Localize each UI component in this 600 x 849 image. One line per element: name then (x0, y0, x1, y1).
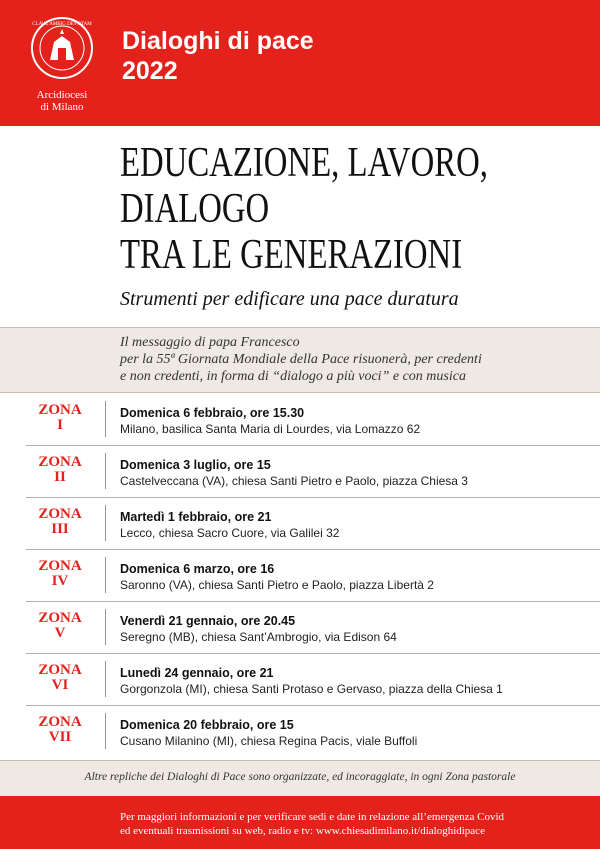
main-title (120, 140, 487, 278)
zone-number: VII (48, 729, 72, 745)
zone-place: Lecco, chiesa Sacro Cuore, via Galilei 32 (120, 526, 340, 540)
zone-row (0, 393, 600, 445)
zone-date: Venerdì 21 gennaio, ore 20.45 (120, 614, 296, 628)
subtitle: Strumenti per edificare una pace duratura (120, 288, 459, 310)
seal-icon (30, 16, 94, 80)
zone-word: ZONA (38, 558, 82, 574)
footer-info (120, 810, 590, 838)
zone-place: Seregno (MB), chiesa Sant’Ambrogio, via Edison 64 (120, 630, 397, 644)
zone-divider (105, 661, 106, 697)
zone-word: ZONA (38, 662, 82, 678)
zone-divider (105, 505, 106, 541)
main-title-line3: TRA LE GENERAZIONI (120, 232, 463, 278)
zone-date: Domenica 20 febbraio, ore 15 (120, 718, 294, 732)
event-year: 2022 (122, 57, 178, 85)
zone-row (0, 497, 600, 549)
zone-row (0, 549, 600, 601)
zone-word: ZONA (38, 714, 82, 730)
zone-label (30, 663, 90, 693)
zone-row (0, 445, 600, 497)
zone-divider (105, 713, 106, 749)
zone-place: Saronno (VA), chiesa Santi Pietro e Paolo, piazza Libertà 2 (120, 578, 434, 592)
main-title-line1: EDUCAZIONE, LAVORO, (120, 140, 488, 186)
zone-place: Cusano Milanino (MI), chiesa Regina Pacis, viale Buffoli (120, 734, 418, 748)
zone-number: III (51, 521, 69, 537)
zone-label (30, 611, 90, 641)
footer-banner (0, 796, 600, 849)
zone-label (30, 715, 90, 745)
event-title-line1: Dialoghi di pace (122, 27, 314, 55)
zone-word: ZONA (38, 454, 82, 470)
message-line2: per la 55ª Giornata Mondiale della Pace risuonerà, per credenti (120, 352, 482, 367)
zone-label (30, 455, 90, 485)
event-title (122, 26, 314, 86)
message-line1: Il messaggio di papa Francesco (120, 335, 300, 350)
zone-word: ZONA (38, 506, 82, 522)
footer-info-line2[interactable]: ed eventuali trasmissioni su web, radio e tv: www.chiesadimilano.it/dialoghidipace (120, 825, 485, 837)
main-title-line2: DIALOGO (120, 186, 270, 232)
archdiocese-logo (26, 16, 98, 116)
message-line3: e non credenti, in forma di “dialogo a più voci” e con musica (120, 369, 466, 384)
zone-label (30, 403, 90, 433)
footer-info-line1: Per maggiori informazioni e per verificare sedi e date in relazione all’emergenza Covid (120, 811, 505, 823)
zone-row (0, 653, 600, 705)
zone-date: Lunedì 24 gennaio, ore 21 (120, 666, 274, 680)
zone-divider (105, 557, 106, 593)
zone-divider (105, 609, 106, 645)
zone-date: Martedì 1 febbraio, ore 21 (120, 510, 272, 524)
zone-label (30, 559, 90, 589)
zone-divider (105, 453, 106, 489)
zone-date: Domenica 6 febbraio, ore 15.30 (120, 406, 305, 420)
zone-number: VI (51, 677, 69, 693)
zone-row (0, 705, 600, 757)
zone-date: Domenica 6 marzo, ore 16 (120, 562, 275, 576)
zone-number: V (54, 625, 66, 641)
footer-note: Altre repliche dei Dialoghi di Pace sono organizzate, ed incoraggiate, in ogni Zona pastorale (84, 771, 516, 783)
zone-number: II (54, 469, 66, 485)
logo-caption (26, 89, 98, 113)
zone-divider (105, 401, 106, 437)
logo-caption-line2: di Milano (40, 101, 84, 113)
svg-text:CLAVE AMBIG DEVOTAM: CLAVE AMBIG DEVOTAM (32, 22, 92, 27)
message-band (0, 327, 600, 393)
footer-note-band (0, 760, 600, 796)
zone-word: ZONA (38, 402, 82, 418)
logo-caption-line1: Arcidiocesi (36, 89, 88, 101)
message-text (120, 334, 590, 385)
header-banner (0, 0, 600, 126)
zone-row (0, 601, 600, 653)
zone-number: IV (51, 573, 69, 589)
zone-place: Gorgonzola (MI), chiesa Santi Protaso e Gervaso, piazza della Chiesa 1 (120, 682, 503, 696)
zone-place: Castelveccana (VA), chiesa Santi Pietro e Paolo, piazza Chiesa 3 (120, 474, 468, 488)
zone-label (30, 507, 90, 537)
zone-word: ZONA (38, 610, 82, 626)
zone-date: Domenica 3 luglio, ore 15 (120, 458, 271, 472)
zone-number: I (57, 417, 63, 433)
zone-place: Milano, basilica Santa Maria di Lourdes, via Lomazzo 62 (120, 422, 421, 436)
